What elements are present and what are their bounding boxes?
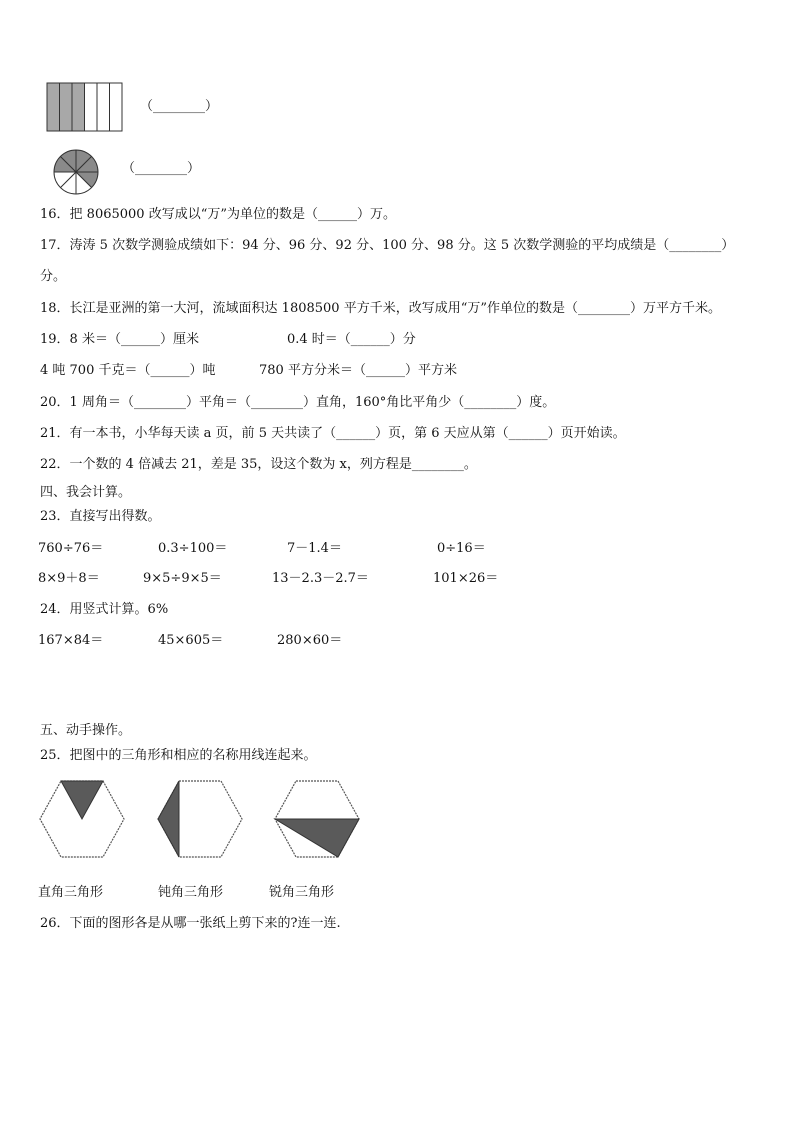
section-5-heading: 五、动手操作。 [40,723,132,738]
fraction-circle-figure [52,148,100,196]
question-19-item-1: 19．8 米＝（______）厘米 [40,332,199,347]
triangle-name: 直角三角形 [38,885,104,900]
calc-item: 13－2.3－2.7＝ [272,571,369,586]
section-4-heading: 四、我会计算。 [40,485,132,500]
question-24: 24．用竖式计算。6% [40,602,169,617]
triangle-name: 锐角三角形 [269,885,335,900]
calc-item: 760÷76＝ [38,541,104,556]
calc-item: 280×60＝ [277,633,343,648]
hexagon-figure-3 [273,779,361,859]
question-18: 18．长江是亚洲的第一大河，流域面积达 1808500 平方千米，改写成用“万”作单位的数是（________）万平方千米。 [40,301,721,316]
fraction-bar-figure [46,82,124,134]
hexagon-figure-2 [156,779,244,859]
question-19-item-2: 0.4 时＝（______）分 [287,332,416,347]
question-21: 21．有一本书，小华每天读 a 页，前 5 天共读了（______）页，第 6 天应从第（______）页开始读。 [40,426,626,441]
question-16: 16．把 8065000 改写成以“万”为单位的数是（______）万。 [40,207,396,222]
fraction-circle-answer-blank[interactable]: （________） [122,161,201,176]
question-25: 25．把图中的三角形和相应的名称用线连起来。 [40,748,317,763]
question-19-item-3: 4 吨 700 千克＝（______）吨 [40,363,216,378]
question-22: 22．一个数的 4 倍减去 21，差是 35，设这个数为 x，列方程是________。 [40,457,477,472]
calc-item: 7－1.4＝ [287,541,342,556]
calc-item: 45×605＝ [158,633,224,648]
hexagon-figure-1 [38,779,126,859]
calc-item: 9×5÷9×5＝ [143,571,222,586]
calc-item: 0.3÷100＝ [158,541,228,556]
question-20: 20．1 周角＝（________）平角＝（________）直角，160°角比平角少（________）度。 [40,395,556,410]
question-23: 23．直接写出得数。 [40,509,161,524]
fraction-bar-answer-blank[interactable]: （________） [140,99,219,114]
question-19-item-4: 780 平方分米＝（______）平方米 [259,363,457,378]
question-17-line-1: 17．涛涛 5 次数学测验成绩如下：94 分、96 分、92 分、100 分、98 分。这 5 次数学测验的平均成绩是（________） [40,238,735,253]
calc-item: 8×9＋8＝ [38,571,100,586]
triangle-name: 钝角三角形 [158,885,224,900]
question-26: 26．下面的图形各是从哪一张纸上剪下来的?连一连. [40,916,341,931]
calc-item: 167×84＝ [38,633,104,648]
calc-item: 101×26＝ [433,571,499,586]
question-17-line-2: 分。 [40,269,67,284]
calc-item: 0÷16＝ [437,541,486,556]
